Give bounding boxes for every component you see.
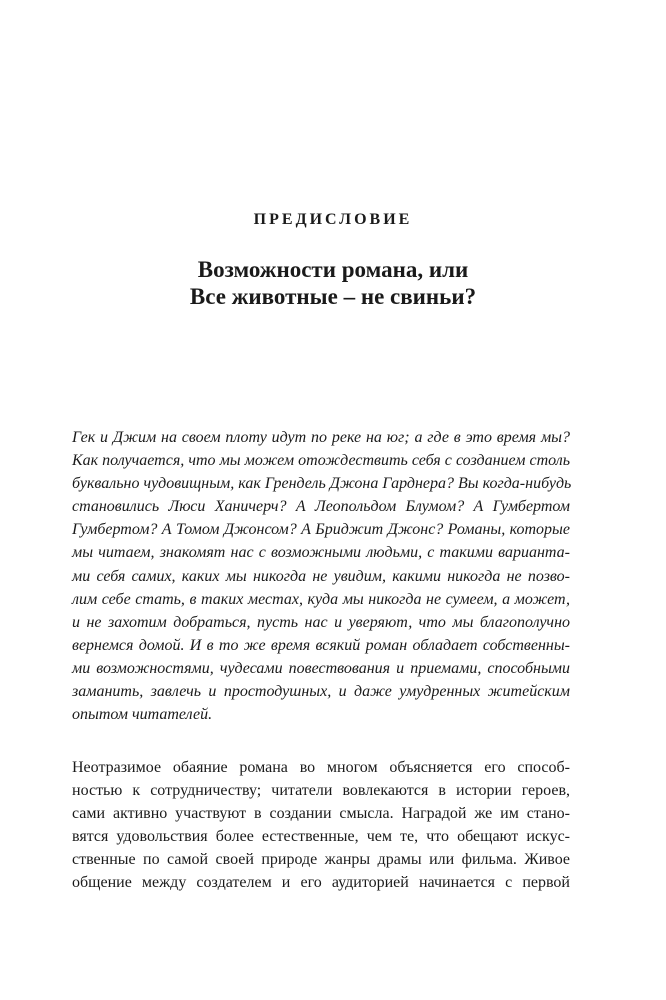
epigraph-line: опытом читателей. <box>72 706 213 724</box>
epigraph <box>72 426 570 726</box>
epigraph-line: становились Люси Ханичерч? А Леопольдом Блумом? А Гумбертом <box>72 498 570 516</box>
epigraph-line: ми себя самих, каких мы никогда не увидим, какими никогда не позво- <box>72 567 570 585</box>
epigraph-line: мы читаем, знакомят нас с возможными людьми, с такими варианта- <box>72 544 570 562</box>
epigraph-line: Как получается, что мы можем отождествить себя с созданием столь <box>72 452 570 470</box>
epigraph-line: заманить, завлечь и простодушных, и даже умудренных житейским <box>72 683 570 701</box>
chapter-title-line-2: Все животные – не свиньи? <box>189 284 477 309</box>
body-line: общение между создателем и его аудиторией начинается с первой <box>72 874 570 892</box>
body-line: вятся удовольствия более естественные, чем те, что обещают искус- <box>72 828 570 846</box>
epigraph-line: Гек и Джим на своем плоту идут по реке на юг; а где в это время мы? <box>72 429 570 446</box>
chapter-title-line-1: Возможности романа, или <box>197 257 469 282</box>
body-paragraph <box>72 756 570 895</box>
section-label: ПРЕДИСЛОВИЕ <box>253 211 413 228</box>
epigraph-line: Гумбертом? А Томом Джонсом? А Бриджит Джонс? Романы, которые <box>72 521 570 539</box>
body-line: ностью к сотрудничеству; читатели вовлекаются в истории героев, <box>72 782 570 800</box>
epigraph-line: буквально чудовищным, как Грендель Джона Гарднера? Вы когда-нибудь <box>72 475 572 493</box>
epigraph-line: вернемся домой. И в то же время всякий роман обладает собственны- <box>72 636 570 654</box>
chapter-title <box>0 256 666 310</box>
epigraph-line: лим себе стать, в таких местах, куда мы никогда не сумеем, а может, <box>72 590 570 608</box>
epigraph-line: ми возможностями, чудесами повествования и приемами, способными <box>72 659 570 677</box>
body-line: Неотразимое обаяние романа во многом объясняется его способ- <box>72 759 570 776</box>
body-line: сами активно участвуют в создании смысла. Наградой же им стано- <box>72 805 570 823</box>
body-line: ственные по самой своей природе жанры драмы или фильма. Живое <box>72 851 570 869</box>
epigraph-line: и не захотим добраться, пусть нас и уверяют, что мы благополучно <box>72 613 570 631</box>
